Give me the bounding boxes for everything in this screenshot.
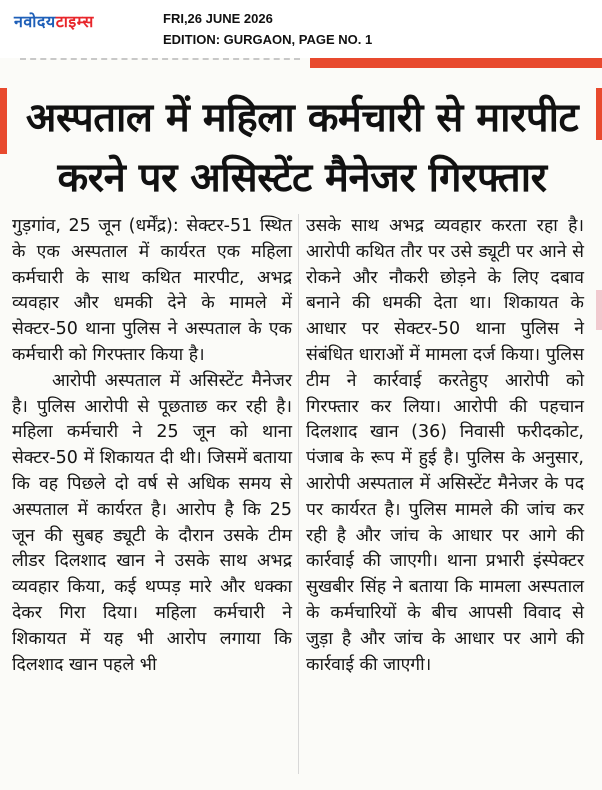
article-paragraph: उसके साथ अभद्र व्यवहार करता रहा है। आरोपी कथित तौर पर उसे ड्यूटी पर आने से रोकने और नौकरी छोड़ने के लिए दबाव बनाने की धमकी देता था। शिकायत के आधार पर सेक्टर-50 थाना पुलिस ने संबंधित धाराओं में मामला दर्ज किया। पुलिस टीम ने कार्रवाई करतेहुए आरोपी को गिरफ्तार कर लिया। आरोपी की पहचान दिलशाद खान (36) निवासी फरीदकोट, पंजाब के रूप में हुई है। पुलिस के अनुसार, आरोपी अस्पताल में असिस्टेंट मैनेजर के पद पर कार्यरत है। पुलिस मामले की जांच कर रही है और जांच के आधार पर आगे की कार्रवाई की जाएगी। थाना प्रभारी इंस्पेक्टर सुखबीर सिंह ने बताया कि मामला अस्पताल के कर्मचारियों के बीच आपसी विवाद से जुड़ा है और जांच के आधार पर आगे की कार्रवाई की जाएगी।	[306, 216, 584, 675]
edition-meta	[163, 8, 372, 50]
right-ad-bleed	[596, 290, 602, 330]
article-paragraph: गुड़गांव, 25 जून (धर्मेंद्र): सेक्टर-51 स्थित के एक अस्पताल में कार्यरत एक महिला कर्मचारी के साथ कथित मारपीट, अभद्र व्यवहार और धमकी देने के मामले में सेक्टर-50 थाना पुलिस ने अस्पताल के एक कर्मचारी को गिरफ्तार किया है।	[12, 216, 292, 365]
newspaper-logo	[14, 10, 94, 32]
article-column-left	[12, 214, 292, 678]
masthead	[0, 0, 602, 58]
logo-main-text: नवोदय	[14, 12, 56, 31]
article-headline	[14, 88, 590, 208]
right-accent-bar	[596, 88, 602, 140]
article-column-right	[306, 214, 584, 678]
headline-line-2: करने पर असिस्टेंट मैनेजर गिरफ्तार	[57, 155, 547, 201]
article-paragraph: आरोपी अस्पताल में असिस्टेंट मैनेजर है। पुलिस आरोपी से पूछताछ कर रही है। महिला कर्मचारी ने 25 जून को थाना सेक्टर-50 में शिकायत दी थी। जिसमें बताया कि वह पिछले दो वर्ष से अधिक समय से अस्पताल में कार्यरत है। आरोप है कि 25 जून की सुबह ड्यूटी के दौरान उसके टीम लीडर दिलशाद खान ने उसके साथ अभद्र व्यवहार किया, कई थप्पड़ मारे और धक्का देकर गिरा दिया। महिला कर्मचारी ने शिकायत में यह भी आरोप लगाया कि दिलशाद खान पहले भी	[12, 370, 292, 675]
headline-line-1: अस्पताल में महिला कर्मचारी से मारपीट	[25, 95, 579, 141]
logo-sub-text: टाइम्स	[55, 12, 94, 31]
edition-info: EDITION: GURGAON, PAGE NO. 1	[163, 32, 373, 47]
section-accent-bar	[310, 58, 602, 68]
left-accent-bar	[0, 88, 7, 154]
column-divider	[298, 214, 299, 774]
adjacent-article-bleed	[20, 58, 300, 68]
edition-date: FRI,26 JUNE 2026	[163, 11, 273, 26]
